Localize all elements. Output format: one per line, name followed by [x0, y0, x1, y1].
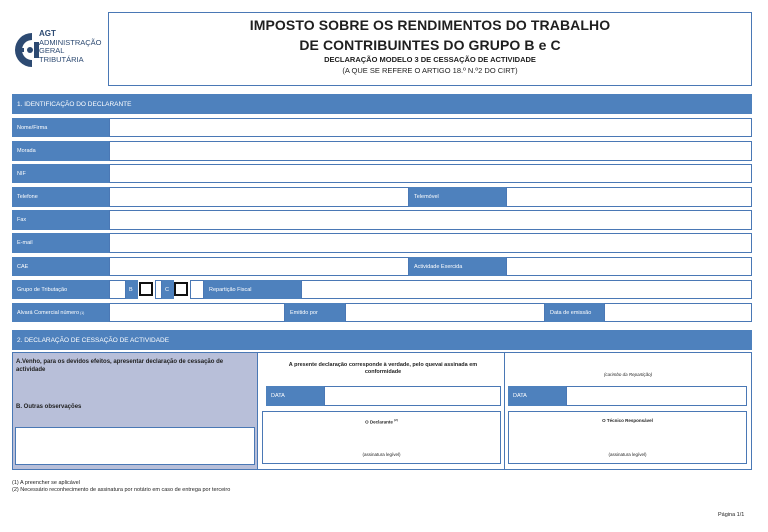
alvara-text: Alvará Comercial número	[17, 309, 80, 316]
tecnico-box	[508, 411, 747, 464]
telefone-field[interactable]	[109, 187, 409, 207]
actividade-field[interactable]	[506, 257, 752, 276]
nif-field[interactable]	[109, 164, 752, 183]
header-box	[108, 12, 752, 86]
alvara-note: (1)	[80, 310, 85, 315]
alvara-label	[12, 303, 109, 322]
cae-field[interactable]	[109, 257, 409, 276]
data2-label: DATA	[508, 386, 566, 406]
grupo-field	[109, 280, 126, 299]
tecnico-column	[505, 353, 751, 469]
grupo-label: Grupo de Tributação	[12, 280, 109, 299]
cae-label: CAE	[12, 257, 109, 276]
footnote-2: (2) Necessário reconhecimento de assinatura por notário em caso de entrega por terceiro	[12, 487, 231, 493]
emitido-field[interactable]	[345, 303, 545, 322]
footnote-1: (1) A preencher se aplicável	[12, 480, 80, 486]
title-line2: DE CONTRIBUINTES DO GRUPO B e C	[299, 37, 561, 53]
observacoes-field[interactable]	[15, 427, 255, 465]
fax-label: Fax	[12, 210, 109, 230]
agt-emblem-icon	[14, 30, 40, 70]
carimbo-text: (carimbo da Repartição)	[603, 372, 653, 377]
declaration-panel	[13, 353, 258, 469]
tecnico-title: O Técnico Responsável	[602, 418, 653, 423]
nome-label: Nome/Firma	[12, 118, 109, 137]
actividade-label: Actividade Exercida	[409, 257, 506, 276]
observacoes-label: B. Outras observações	[16, 404, 82, 410]
page-number: Página 1/1	[718, 512, 745, 518]
declarant-column	[258, 353, 505, 469]
option-b-label: B	[126, 280, 138, 299]
title-line1: IMPOSTO SOBRE OS RENDIMENTOS DO TRABALHO	[249, 17, 611, 33]
declaration-a-text: A.Venho, para os devidos efeitos, apresentar declaração de cessação de actividade	[16, 359, 224, 373]
data-emissao-field[interactable]	[604, 303, 752, 322]
section1-header: 1. IDENTIFICAÇÃO DO DECLARANTE	[12, 94, 752, 114]
declarante-note: (2)	[394, 418, 398, 422]
data-emissao-label: Data de emissão	[545, 303, 604, 322]
data1-field[interactable]	[324, 386, 501, 406]
section2-header: 2. DECLARAÇÃO DE CESSAÇÃO DE ACTIVIDADE	[12, 330, 752, 350]
email-field[interactable]	[109, 233, 752, 253]
reparticao-label: Repartição Fiscal	[204, 280, 301, 299]
declarante-box	[262, 411, 501, 464]
group-c-checkbox[interactable]	[174, 282, 188, 296]
morada-label: Morada	[12, 141, 109, 161]
morada-field[interactable]	[109, 141, 752, 161]
telemovel-field[interactable]	[506, 187, 752, 207]
grupo-gap2	[190, 280, 204, 299]
option-c-label: C	[162, 280, 174, 299]
verdade-text: A presente declaração corresponde à verdade, pelo quevai assinada em conformidade	[288, 362, 478, 375]
data1-label: DATA	[266, 386, 324, 406]
subtitle: DECLARAÇÃO MODELO 3 DE CESSAÇÃO DE ACTIVIDADE	[324, 55, 536, 64]
logo-line3: TRIBUTÁRIA	[39, 54, 84, 64]
grupo-gap	[155, 280, 162, 299]
emitido-label: Emitido por	[285, 303, 345, 322]
alvara-field[interactable]	[109, 303, 285, 322]
reference: (A QUE SE REFERE O ARTIGO 18.º N.º2 DO CIRT)	[342, 66, 518, 75]
declarante-signature: (assinatura legível)	[362, 452, 401, 457]
fax-field[interactable]	[109, 210, 752, 230]
nome-field[interactable]	[109, 118, 752, 137]
tecnico-signature: (assinatura legível)	[608, 452, 647, 457]
logo-line1: ADMINISTRAÇÃO	[39, 37, 102, 47]
telemovel-label: Telemóvel	[409, 187, 506, 207]
nif-label: NIF	[12, 164, 109, 183]
logo-abbr: AGT	[39, 29, 56, 38]
email-label: E-mail	[12, 233, 109, 253]
reparticao-field[interactable]	[301, 280, 752, 299]
group-b-checkbox[interactable]	[139, 282, 153, 296]
logo-line2: GERAL	[39, 46, 65, 55]
data2-field[interactable]	[566, 386, 747, 406]
telefone-label: Telefone	[12, 187, 109, 207]
declarante-title: O Declarante	[365, 419, 393, 425]
agt-logo	[14, 28, 106, 72]
